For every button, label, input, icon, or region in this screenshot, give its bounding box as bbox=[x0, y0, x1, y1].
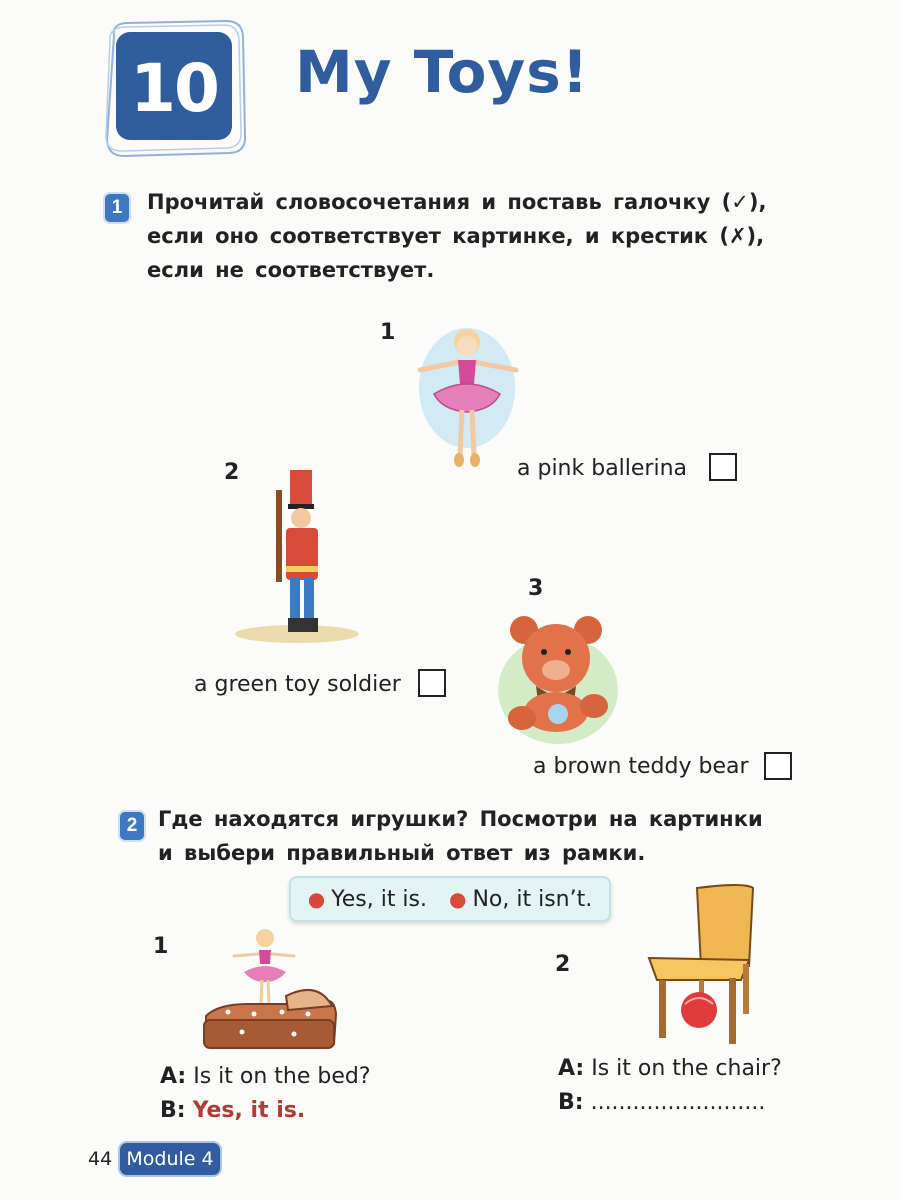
unit-badge bbox=[100, 18, 248, 158]
item-number: 3 bbox=[528, 576, 544, 601]
item-caption: a green toy soldier bbox=[194, 672, 401, 697]
question-text: Is it on the chair? bbox=[591, 1056, 782, 1081]
page-number: 44 bbox=[88, 1148, 113, 1170]
item-caption: a brown teddy bear bbox=[533, 754, 749, 779]
answer-frame bbox=[289, 876, 611, 922]
speaker-label: B: bbox=[160, 1098, 186, 1123]
dialogue-question bbox=[558, 1056, 782, 1081]
dialogue-answer bbox=[558, 1090, 765, 1115]
ballerina-on-bed-illustration bbox=[198, 924, 338, 1058]
item-number: 1 bbox=[380, 320, 396, 345]
checkbox[interactable] bbox=[418, 669, 446, 697]
exercise-2-number: 2 bbox=[120, 812, 144, 840]
instruction-line: если не соответствует. bbox=[147, 258, 435, 282]
item-number: 1 bbox=[153, 934, 169, 959]
item-caption: a pink ballerina bbox=[517, 456, 688, 481]
instruction-line: и выбери правильный ответ из рамки. bbox=[158, 841, 646, 865]
instruction-line: Прочитай словосочетания и поставь галочку (✓), bbox=[147, 190, 767, 214]
speaker-label: A: bbox=[160, 1064, 187, 1089]
exercise-1-number: 1 bbox=[105, 194, 129, 222]
exercise-2-instruction bbox=[158, 802, 763, 870]
item-number: 2 bbox=[224, 460, 240, 485]
answer-option-label: No, it isn’t. bbox=[472, 886, 593, 912]
answer-text: Yes, it is. bbox=[192, 1098, 306, 1123]
exercise-1-instruction bbox=[147, 185, 766, 287]
bullet-icon: ● bbox=[449, 886, 467, 911]
speaker-label: B: bbox=[558, 1090, 584, 1115]
module-badge: Module 4 bbox=[120, 1143, 220, 1175]
instruction-line: если оно соответствует картинке, и крестик (✗), bbox=[147, 224, 765, 248]
answer-option[interactable] bbox=[308, 887, 427, 912]
unit-number: 10 bbox=[130, 49, 218, 127]
dialogue-answer bbox=[160, 1098, 305, 1123]
answer-blank[interactable]: ......................... bbox=[590, 1090, 766, 1115]
checkbox[interactable] bbox=[709, 453, 737, 481]
toy-soldier-illustration bbox=[232, 466, 362, 646]
bullet-icon: ● bbox=[307, 886, 326, 911]
ballerina-illustration bbox=[412, 318, 522, 473]
speaker-label: A: bbox=[558, 1056, 585, 1081]
checkbox[interactable] bbox=[764, 752, 792, 780]
dialogue-question bbox=[160, 1064, 371, 1089]
teddy-bear-illustration bbox=[496, 606, 620, 746]
answer-option-label: Yes, it is. bbox=[331, 886, 428, 912]
answer-option[interactable] bbox=[449, 887, 592, 912]
item-number: 2 bbox=[555, 952, 571, 977]
page-title: My Toys! bbox=[295, 38, 590, 106]
question-text: Is it on the bed? bbox=[193, 1064, 371, 1089]
ball-under-chair-illustration bbox=[645, 880, 763, 1050]
instruction-line: Где находятся игрушки? Посмотри на картинки bbox=[158, 807, 763, 831]
